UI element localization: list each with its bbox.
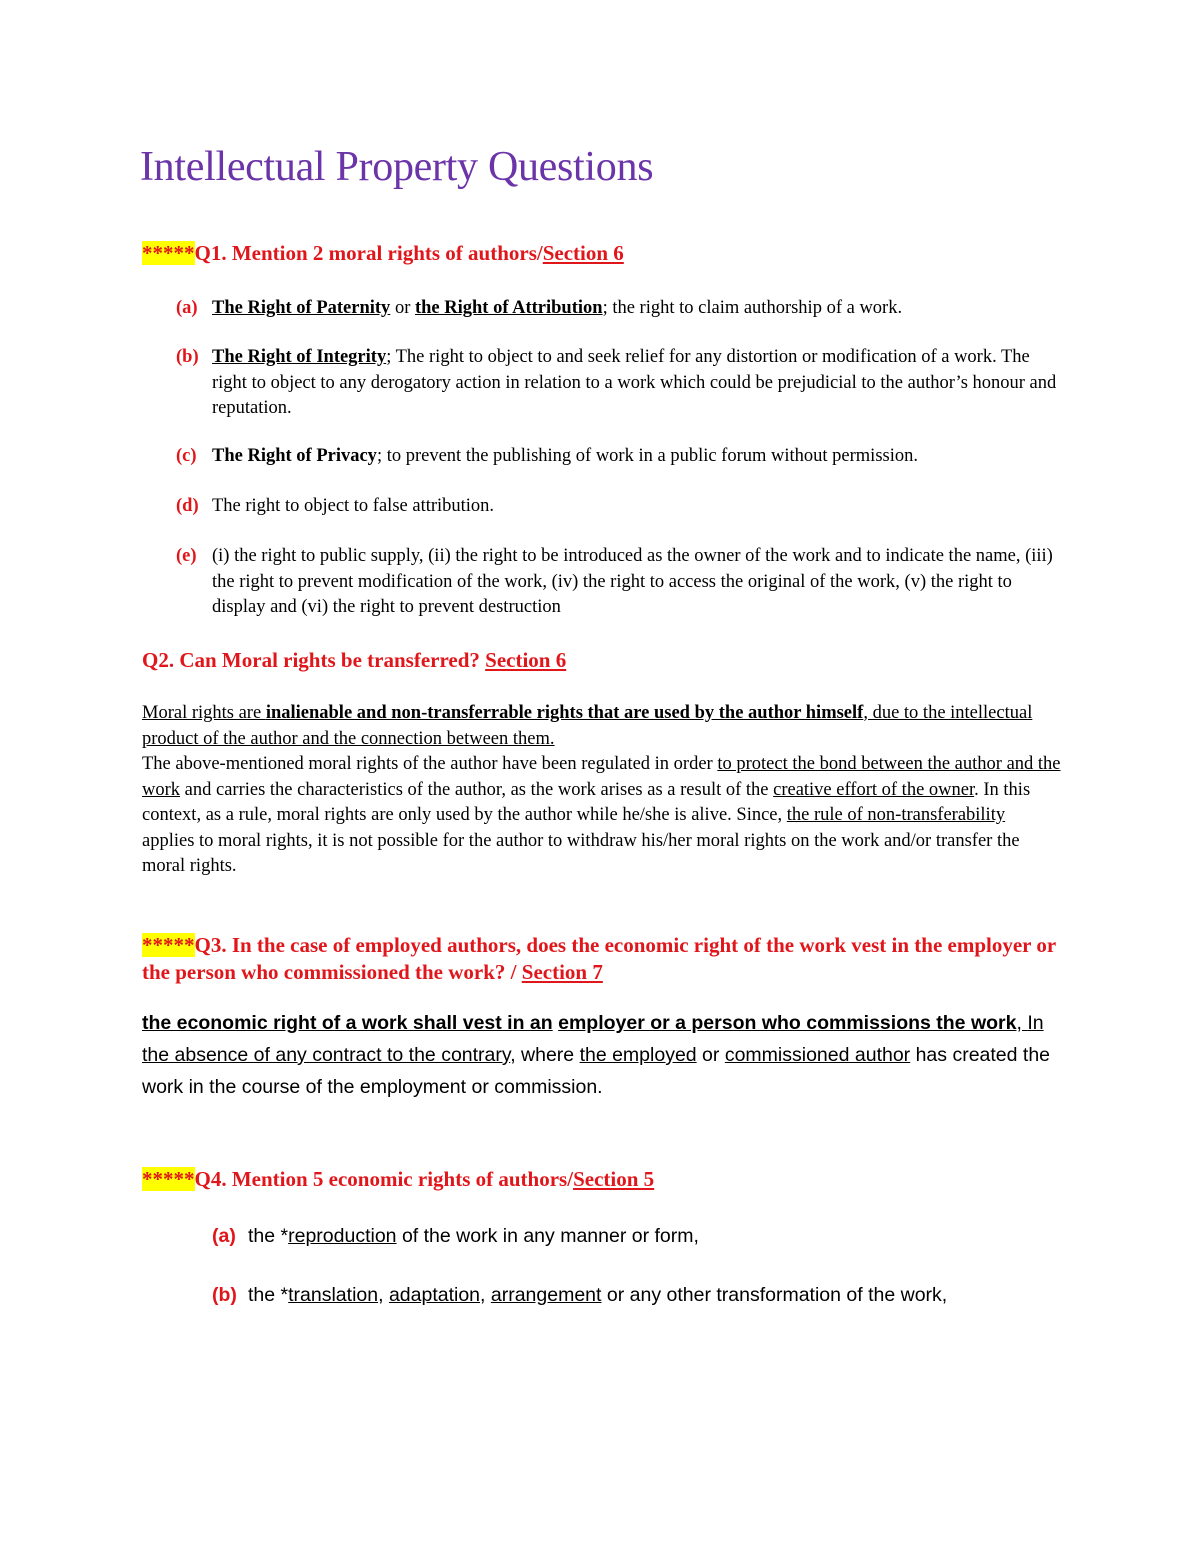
item-underlined-term: arrangement [490,1284,602,1306]
item-text: the * [248,1284,289,1306]
answer-text: and carries the characteristics of the author, as the work arises as a result of the [180,779,774,800]
question-4-text: Q4. Mention 5 economic rights of authors/ [194,1167,574,1191]
item-text: (i) the right to public supply, (ii) the right to be introduced as the owner of the work and to indicate the name, (iii) the right to prevent modification of the work, (iv) the right to access the original of the work, (v) the right to display and (vi) the right to prevent destruction [212,546,1053,617]
answer-text: , [1016,1012,1028,1034]
q4-item-a [212,1221,1060,1251]
importance-stars: ***** [142,933,195,957]
answer-text: Moral rights are [142,703,266,723]
item-text: the * [248,1225,289,1247]
question-4-section: Section 5 [573,1167,655,1191]
answer-text: applies to moral rights, it is not possible for the author to withdraw his/her moral rights on the work and/or transfer the moral rights. [142,830,1020,876]
item-text: , [480,1284,491,1306]
page-title: Intellectual Property Questions [140,144,654,190]
q4-item-b [212,1280,1060,1310]
q1-item-a [176,296,1061,322]
importance-stars: ***** [142,241,195,265]
answer-text: . In this context, as a rule, moral rights are only used by the author while he/she is alive. Since, [142,779,1031,825]
q1-item-e [176,544,1061,621]
question-2-section: Section 6 [485,648,567,672]
question-3-text: Q3. In the case of employed authors, does the economic right of the work vest in the employer or the person who commissioned the work? / [142,933,1056,984]
answer-text: The above-mentioned moral rights of the author have been regulated in order [142,754,718,774]
question-1 [142,241,624,266]
question-2 [142,648,566,673]
item-label: (b) [176,347,199,367]
answer-text: has created the work in the course of the employment or commission. [142,1044,1051,1098]
item-text: ; the right to claim authorship of a work. [602,298,903,318]
q2-answer [142,701,1062,880]
question-1-text: Q1. Mention 2 moral rights of authors/ [194,241,543,265]
question-3 [142,932,1062,986]
question-2-text: Q2. Can Moral rights be transferred? [142,648,486,672]
item-label: (a) [212,1225,236,1247]
answer-underlined-text: In the absence of any contract to the contrary [142,1012,1044,1066]
item-text: ; to prevent the publishing of work in a public forum without permission. [376,446,918,466]
answer-underlined-text: to protect the bond between the author and the work [142,754,1061,800]
answer-text: , due to the intellectual product of the author and the connection between them. [142,703,1033,749]
question-1-section: Section 6 [542,241,624,265]
answer-bold-text: the economic right of a work shall vest in an [142,1012,553,1034]
answer-text: , where [510,1044,580,1066]
answer-underlined-text: the employed [579,1044,697,1066]
item-underlined-term: reproduction [288,1225,397,1247]
answer-underlined-text: creative effort of the owner [773,779,975,800]
item-label: (b) [212,1284,237,1306]
item-text: of the work in any manner or form, [396,1225,699,1247]
answer-bold-text: inalienable and non-transferrable rights that are used by the author himself [265,703,864,723]
item-text: or any other transformation of the work, [601,1284,948,1306]
answer-underlined-text: commissioned author [724,1044,911,1066]
answer-bold-text: employer or a person who commissions the work [558,1012,1017,1034]
item-text: , [378,1284,389,1306]
question-3-section: Section 7 [521,960,603,984]
item-text: or [390,298,415,318]
q1-item-b [176,345,1061,422]
item-bold-term: The Right of Integrity [212,347,387,367]
item-label: (e) [176,546,197,566]
item-bold-term: the Right of Attribution [414,298,603,318]
importance-stars: ***** [142,1167,195,1191]
item-text: ; The right to object to and seek relief for any distortion or modification of a work. The right to object to any derogatory action in relation to a work which could be prejudicial to the author’s honour and reputation. [212,347,1057,418]
question-4 [142,1167,654,1192]
q1-item-c [176,444,1061,470]
item-label: (c) [176,446,197,466]
item-underlined-term: translation [288,1284,379,1306]
answer-text: or [696,1044,725,1066]
item-bold-term: The Right of Privacy [212,446,377,466]
q1-item-d [176,494,1061,520]
item-label: (a) [176,298,198,318]
item-label: (d) [176,496,199,516]
item-bold-term: The Right of Paternity [212,298,391,318]
item-underlined-term: adaptation [388,1284,481,1306]
answer-underlined-text: the rule of non-transferability [786,805,1006,825]
item-text: The right to object to false attribution. [212,496,495,516]
q3-answer [142,1007,1062,1103]
